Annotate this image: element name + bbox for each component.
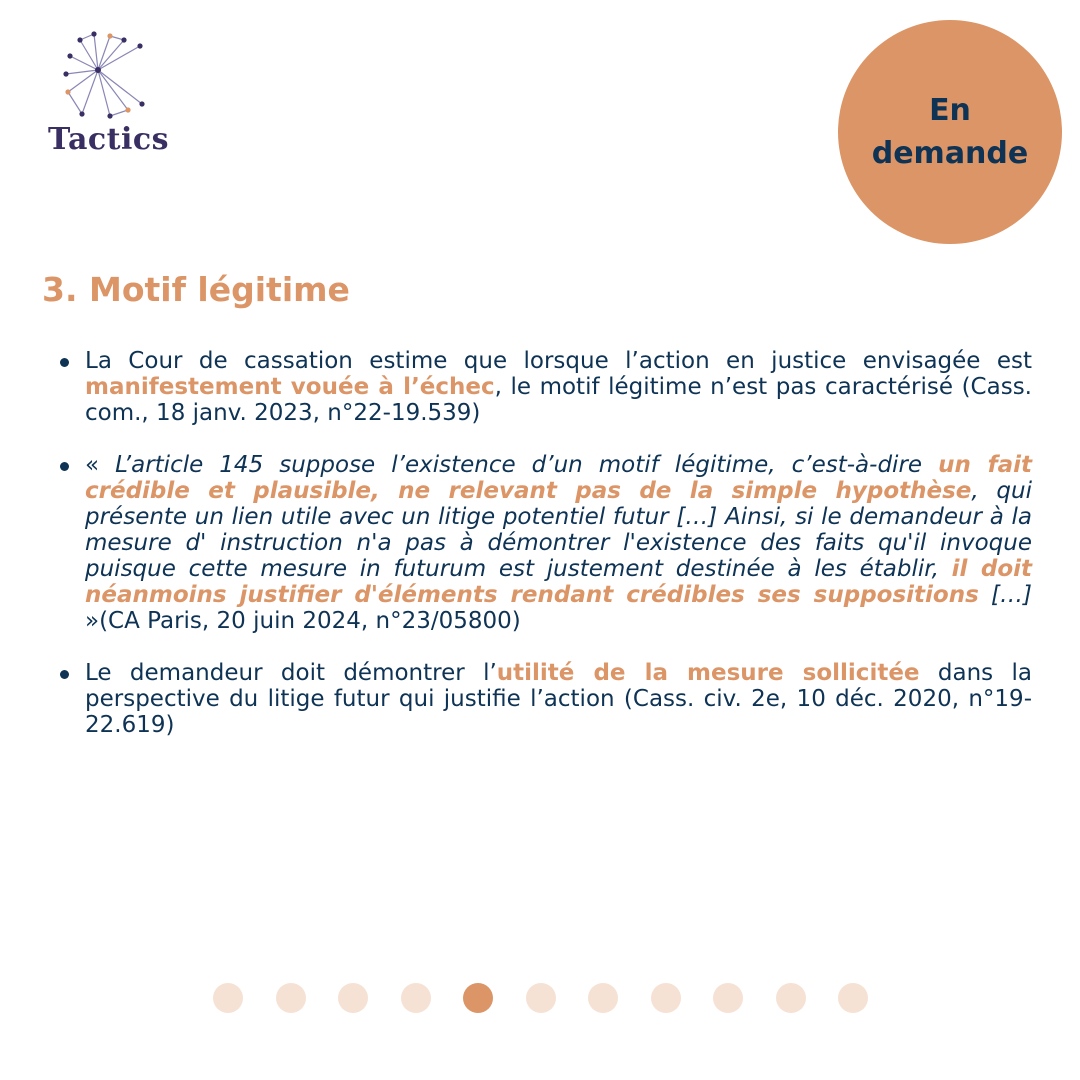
bullet-dot-icon: [60, 462, 69, 471]
text-segment: «: [85, 452, 116, 478]
tactics-logo: [46, 30, 176, 158]
pagination-dot-3[interactable]: [338, 983, 368, 1013]
pagination-dot-10[interactable]: [776, 983, 806, 1013]
pagination-dot-7[interactable]: [588, 983, 618, 1013]
pagination-dot-6[interactable]: [526, 983, 556, 1013]
bullet-list: [60, 348, 1032, 764]
bullet-dot-icon: [60, 670, 69, 679]
quote-text: L’article 145 suppose l’existence d’un motif légitime, c’est-à-dire: [115, 452, 939, 478]
quote-text: , qui présente un lien utile avec un litige potentiel futur […] Ainsi, si le demandeur à la mesure d' instruction n'a pas à démontrer l'existence des faits qu'il invoque puisque cette mesure in futurum est justement destinée à les établir,: [85, 478, 1032, 582]
pagination-dot-5[interactable]: [463, 983, 493, 1013]
network-logo-icon: [62, 30, 152, 122]
pagination-dot-1[interactable]: [213, 983, 243, 1013]
bullet-item-3: [60, 660, 1032, 738]
bullet-item-2: [60, 452, 1032, 634]
quote-text: […]: [978, 582, 1032, 608]
pagination-dot-8[interactable]: [651, 983, 681, 1013]
pagination-dot-9[interactable]: [713, 983, 743, 1013]
brand-name: Tactics: [48, 122, 170, 157]
status-badge-label: En demande: [871, 93, 1029, 171]
highlight-text: utilité de la mesure sollicitée: [496, 660, 920, 686]
highlight-text: manifestement vouée à l’échec: [85, 374, 495, 400]
bullet-text: [85, 452, 1032, 634]
bullet-text: [85, 660, 1032, 738]
text-segment: Le demandeur doit démontrer l’: [85, 660, 497, 686]
bullet-item-1: [60, 348, 1032, 426]
highlight-text: un fait crédible et plausible, ne relevant pas de la simple hypothèse: [85, 452, 1032, 504]
pagination-dot-11[interactable]: [838, 983, 868, 1013]
bullet-text: [85, 348, 1032, 426]
text-segment: La Cour de cassation estime que lorsque l’action en justice envisagée est: [85, 348, 1032, 374]
section-title: 3. Motif légitime: [42, 270, 350, 309]
status-badge: [838, 20, 1062, 244]
highlight-text: il doit néanmoins justifier d'éléments rendant crédibles ses suppositions: [85, 556, 1032, 608]
citation-text: »(CA Paris, 20 juin 2024, n°23/05800): [85, 608, 521, 634]
text-segment: dans la perspective du litige futur qui justifie l’action (Cass. civ. 2e, 10 déc. 2020, n°19-22.619): [85, 660, 1032, 738]
bullet-dot-icon: [60, 358, 69, 367]
pagination-dot-2[interactable]: [276, 983, 306, 1013]
text-segment: , le motif légitime n’est pas caractérisé (Cass. com., 18 janv. 2023, n°22-19.539): [85, 374, 1032, 426]
pagination-dot-4[interactable]: [401, 983, 431, 1013]
